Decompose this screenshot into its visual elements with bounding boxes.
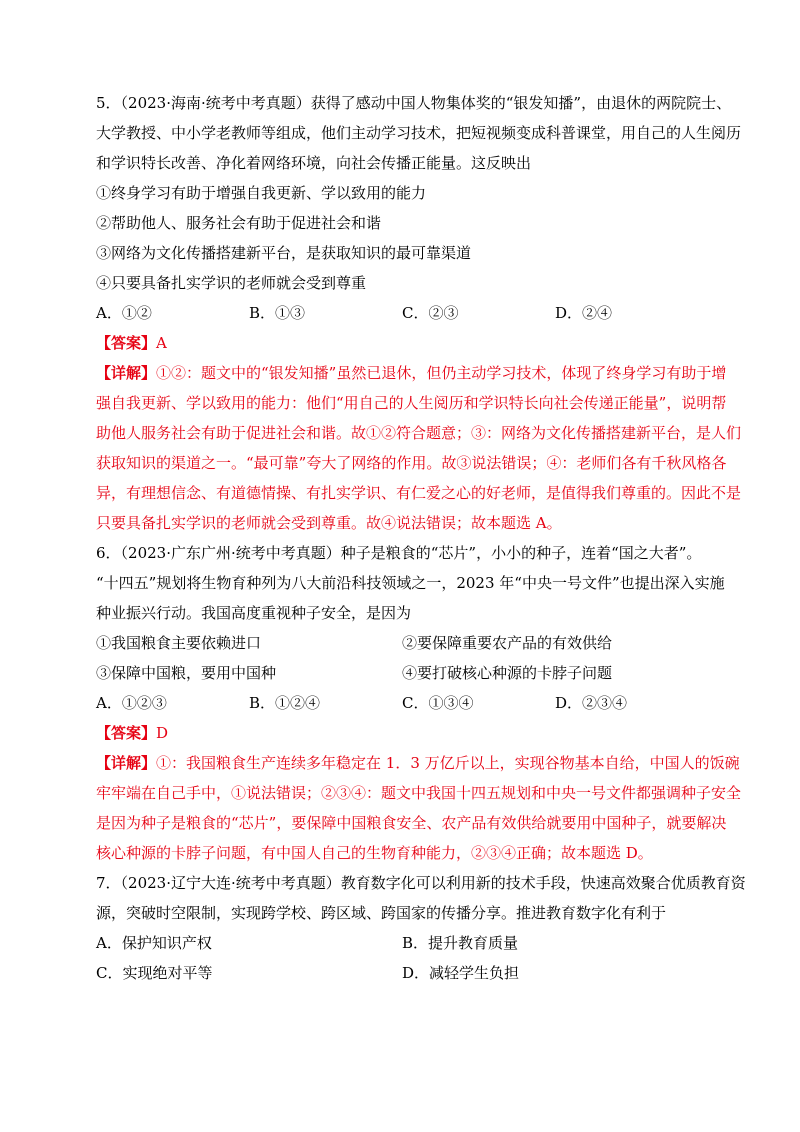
q5-answer <box>96 328 708 358</box>
q5-option-b: B．①③ <box>249 304 306 322</box>
q5-stem-line-3: 和学识特长改善、净化着网络环境，向社会传播正能量。这反映出 <box>96 154 532 172</box>
q5-option-a: A．①② <box>96 304 152 322</box>
q5-stem-line-1: 5．（2023·海南·统考中考真题）获得了感动中国人物集体奖的“银发知播”，由退休的两院院士、 <box>96 94 732 112</box>
q5-option-c: C．②③ <box>402 304 459 322</box>
q5-detail-line-4: 获取知识的渠道之一。“最可靠”夸大了网络的作用。故③说法错误；④：老师们各有千秋风格各 <box>96 454 727 472</box>
q5-stem-line-2: 大学教授、中小学老教师等组成，他们主动学习技术，把短视频变成科普课堂，用自己的人生阅历 <box>96 124 742 142</box>
q5-detail-line-1 <box>96 358 727 388</box>
q5-statement-1: ①终身学习有助于增强自我更新、学以致用的能力 <box>96 184 427 202</box>
q6-statement-3: ③保障中国粮，要用中国种 <box>96 664 277 682</box>
q6-statement-4: ④要打破核心种源的卡脖子问题 <box>402 664 613 682</box>
q6-answer-tag: 【答案】 <box>96 724 157 742</box>
q6-option-b: B．①②④ <box>249 694 321 712</box>
q5-detail-text-1: ①②：题文中的“银发知播”虽然已退休，但仍主动学习技术，体现了终身学习有助于增 <box>156 364 727 382</box>
q5-detail-line-3: 助他人服务社会有助于促进社会和谐。故①②符合题意；③：网络为文化传播搭建新平台，是人们 <box>96 424 742 442</box>
question-7 <box>96 868 746 988</box>
q7-stem-line-2: 源，突破时空限制，实现跨学校、跨区域、跨国家的传播分享。推进教育数字化有利于 <box>96 904 667 922</box>
q7-option-b: B．提升教育质量 <box>402 934 519 952</box>
q6-statement-2: ②要保障重要农产品的有效供给 <box>402 634 613 652</box>
q5-detail-line-5: 异，有理想信念、有道德情操、有扎实学识、有仁爱之心的好老师，是值得我们尊重的。因此不是 <box>96 484 742 502</box>
q5-statement-2: ②帮助他人、服务社会有助于促进社会和谐 <box>96 214 382 232</box>
q6-detail-line-3: 是因为种子是粮食的“芯片”，要保障中国粮食安全、农产品有效供给就要用中国种子，就要解决 <box>96 814 727 832</box>
q5-answer-value: A <box>156 334 167 352</box>
q6-stem-line-3: 种业振兴行动。我国高度重视种子安全，是因为 <box>96 604 412 622</box>
q5-statement-4: ④只要具备扎实学识的老师就会受到尊重 <box>96 274 367 292</box>
q6-option-c: C．①③④ <box>402 694 474 712</box>
q6-detail-line-2: 牢牢端在自己手中，①说法错误；②③④：题文中我国十四五规划和中央一号文件都强调种子安全 <box>96 784 742 802</box>
q7-options-row-2 <box>96 958 708 988</box>
q5-answer-tag: 【答案】 <box>96 334 157 352</box>
q6-answer-value: D <box>156 724 169 742</box>
q6-stem-line-1: 6．（2023·广东广州·统考中考真题）种子是粮食的“芯片”，小小的种子，连着“国之大者”。 <box>96 544 702 562</box>
q6-options <box>96 688 708 718</box>
q6-option-d: D．②③④ <box>555 694 628 712</box>
question-5 <box>96 88 742 538</box>
q5-detail-line-2: 强自我更新、学以致用的能力：他们“用自己的人生阅历和学识特长向社会传递正能量”，说明帮 <box>96 394 727 412</box>
q6-detail-tag: 【详解】 <box>96 754 157 772</box>
q7-option-c: C．实现绝对平等 <box>96 964 213 982</box>
q6-statement-1: ①我国粮食主要依赖进口 <box>96 634 262 652</box>
q7-option-a: A．保护知识产权 <box>96 934 212 952</box>
q6-detail-line-1 <box>96 748 740 778</box>
q5-detail-tag: 【详解】 <box>96 364 157 382</box>
q5-options <box>96 298 708 328</box>
q7-stem-line-1: 7．（2023·辽宁大连·统考中考真题）教育数字化可以利用新的技术手段，快速高效聚合优质教育资 <box>96 874 746 892</box>
q7-option-d: D．减轻学生负担 <box>402 964 520 982</box>
q6-stem-line-2: “十四五”规划将生物育种列为八大前沿科技领域之一，2023 年“中央一号文件”也提出深入实施 <box>96 574 725 592</box>
q7-options-row-1 <box>96 928 708 958</box>
q5-option-d: D．②④ <box>555 304 613 322</box>
q6-statements-row-2 <box>96 658 708 688</box>
q6-option-a: A．①②③ <box>96 694 167 712</box>
q6-statements-row-1 <box>96 628 708 658</box>
document-content <box>96 88 746 988</box>
q6-answer <box>96 718 708 748</box>
q5-detail-line-6: 只要具备扎实学识的老师就会受到尊重。故④说法错误；故本题选 A。 <box>96 514 562 532</box>
q6-detail-text-1: ①：我国粮食生产连续多年稳定在 1．3 万亿斤以上，实现谷物基本自给，中国人的饭碗 <box>156 754 740 772</box>
q6-detail-line-4: 核心种源的卡脖子问题，有中国人自己的生物育种能力，②③④正确；故本题选 D。 <box>96 844 653 862</box>
q5-statement-3: ③网络为文化传播搭建新平台，是获取知识的最可靠渠道 <box>96 244 472 262</box>
question-6 <box>96 538 742 868</box>
